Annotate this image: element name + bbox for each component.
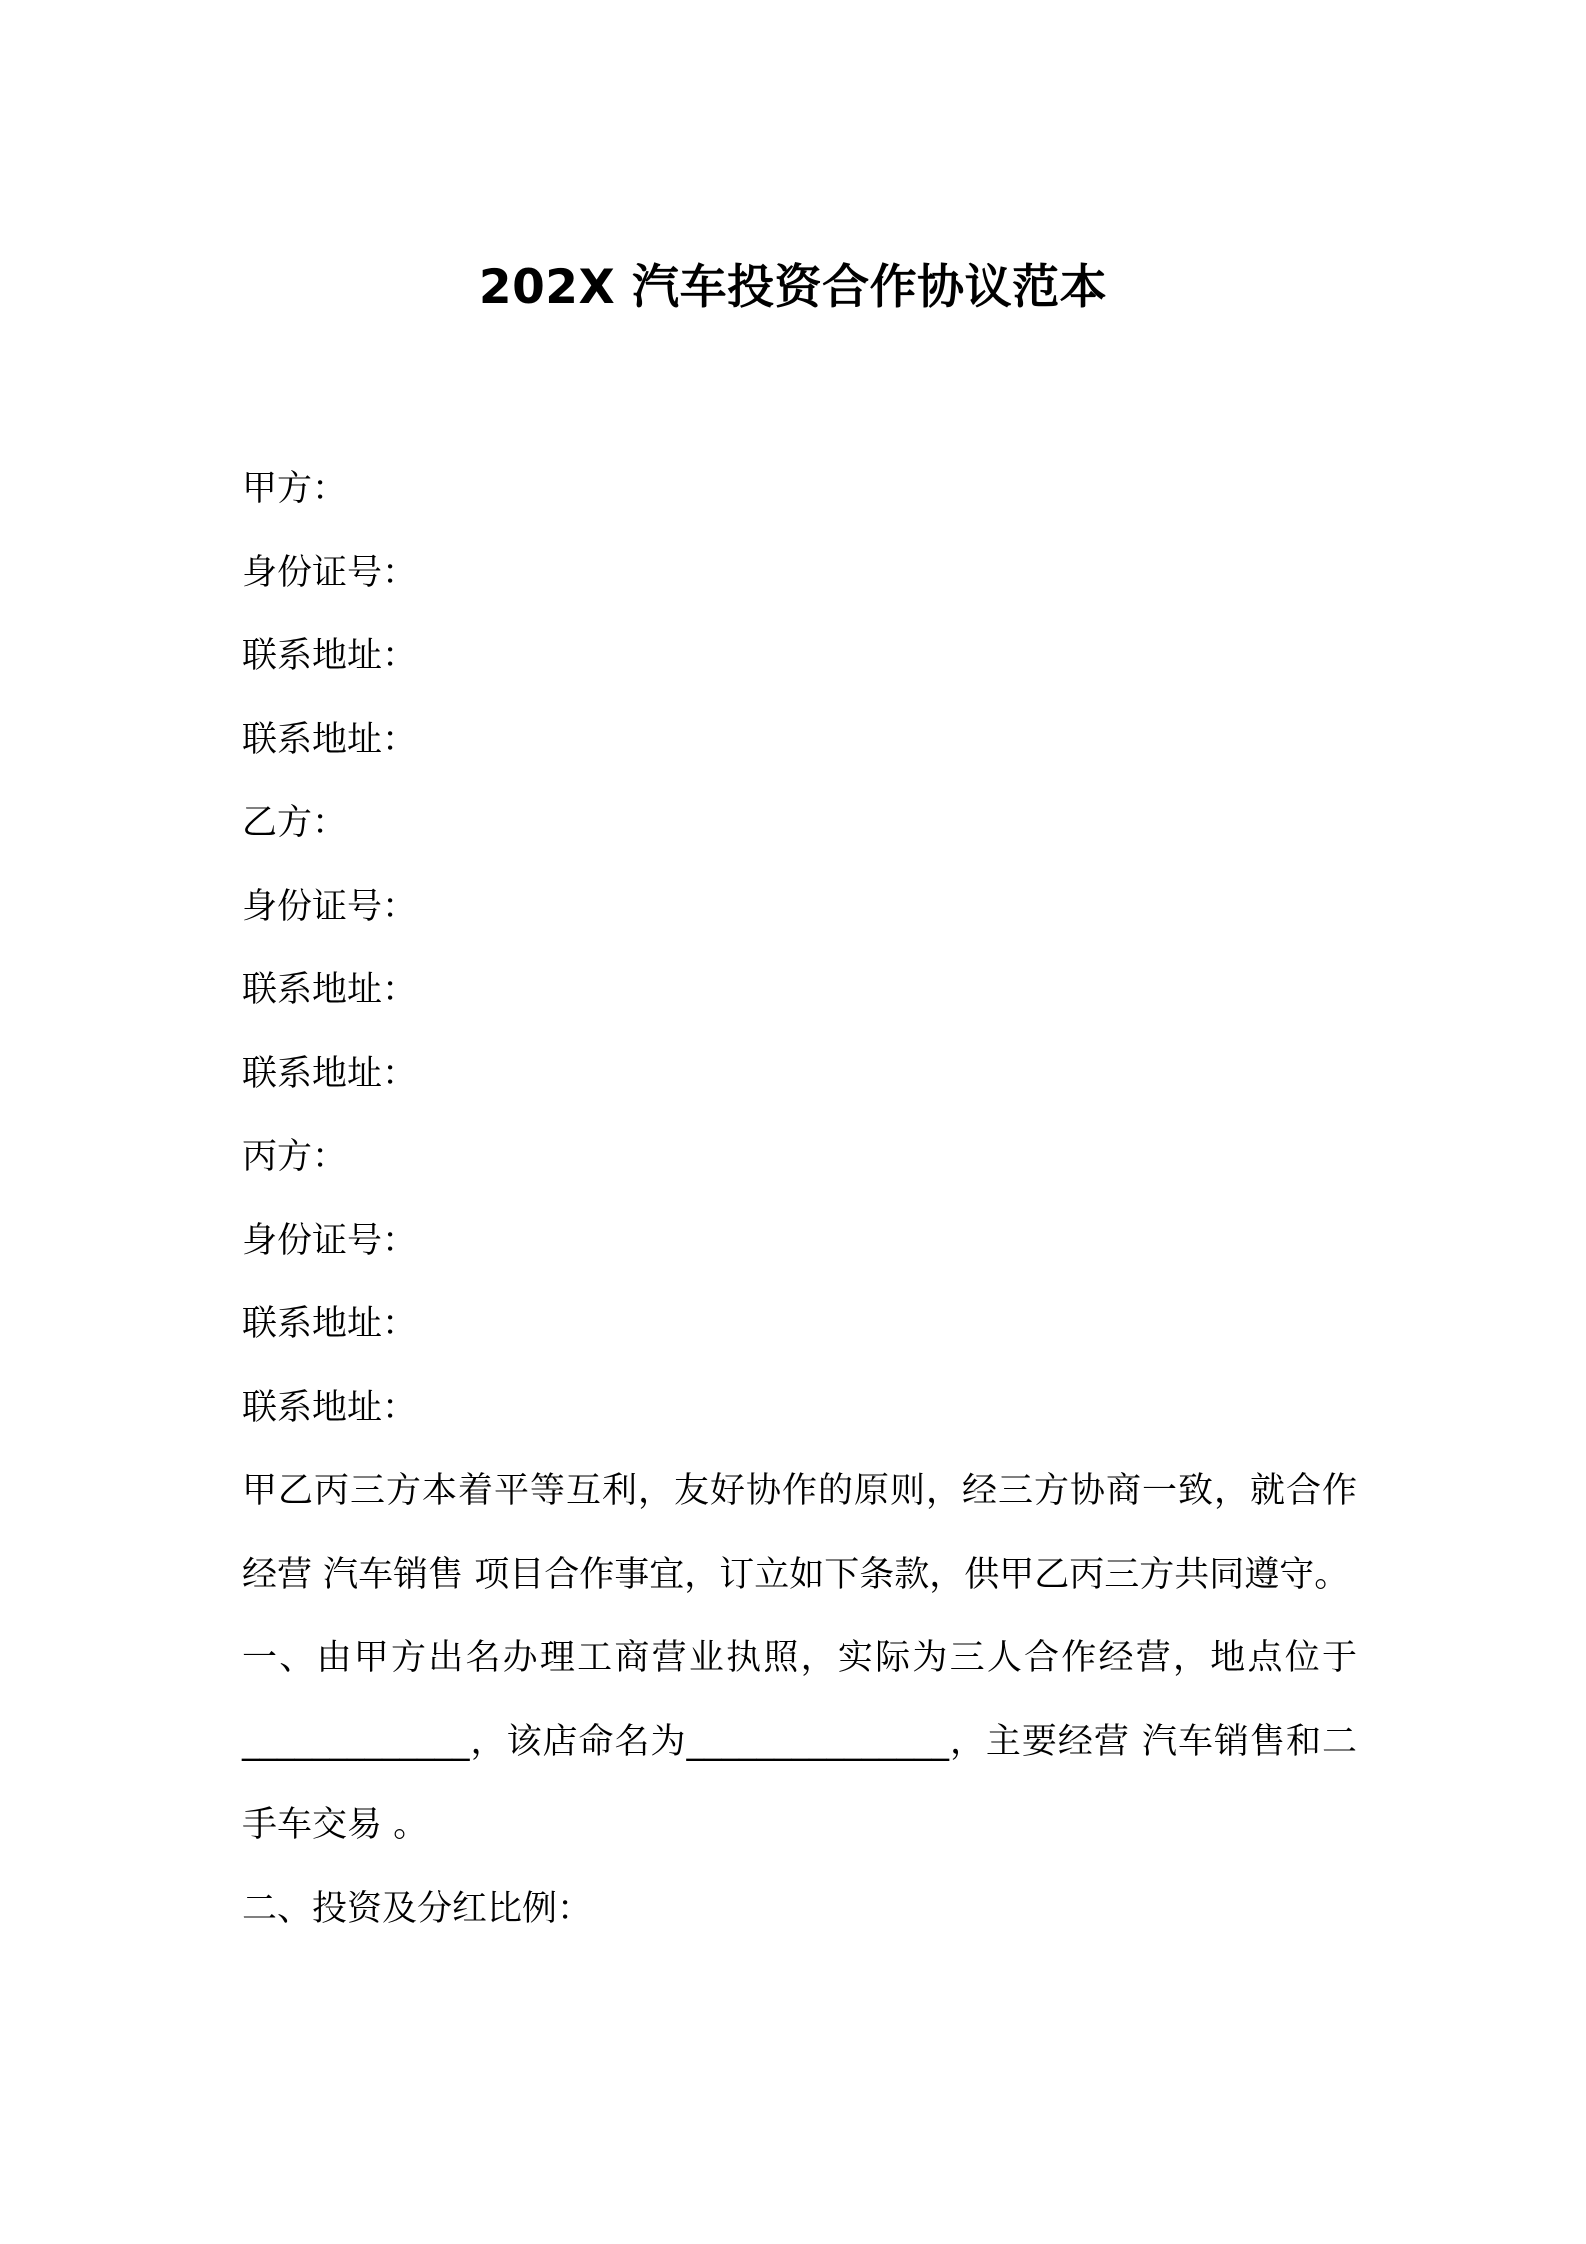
- party-c-address-label: 联系地址：: [242, 1304, 418, 1344]
- party-a-address-label-2: 联系地址：: [242, 719, 418, 760]
- document-title: 202X 汽车投资合作协议范本: [478, 260, 1108, 315]
- party-b-id-number-label: 身份证号：: [242, 886, 418, 927]
- party-c-address-label-2: 联系地址：: [242, 1387, 418, 1428]
- party-a-address-label: 联系地址：: [242, 636, 418, 676]
- document-body: [242, 448, 1357, 1951]
- clause-2-heading: 二、投资及分红比例：: [242, 1888, 593, 1929]
- party-a-label: 甲方：: [242, 469, 348, 509]
- preamble-paragraph: 甲乙丙三方本着平等互利，友好协作的原则，经三方协商一致，就合作经营 汽车销售 项目合作事宜，订立如下条款，供甲乙丙三方共同遵守。: [242, 1471, 1357, 1595]
- clause-1-paragraph: 一、由甲方出名办理工商营业执照，实际为三人合作经营，地点位于_____________，该店命名为_______________，主要经营 汽车销售和二手车交易 。: [242, 1638, 1357, 1845]
- party-b-address-label-2: 联系地址：: [242, 1053, 418, 1094]
- party-b-address-label: 联系地址：: [242, 970, 418, 1010]
- party-c-label: 丙方：: [242, 1137, 348, 1177]
- party-a-id-number-label: 身份证号：: [242, 552, 418, 593]
- party-b-label: 乙方：: [242, 803, 348, 843]
- party-c-id-number-label: 身份证号：: [242, 1220, 418, 1261]
